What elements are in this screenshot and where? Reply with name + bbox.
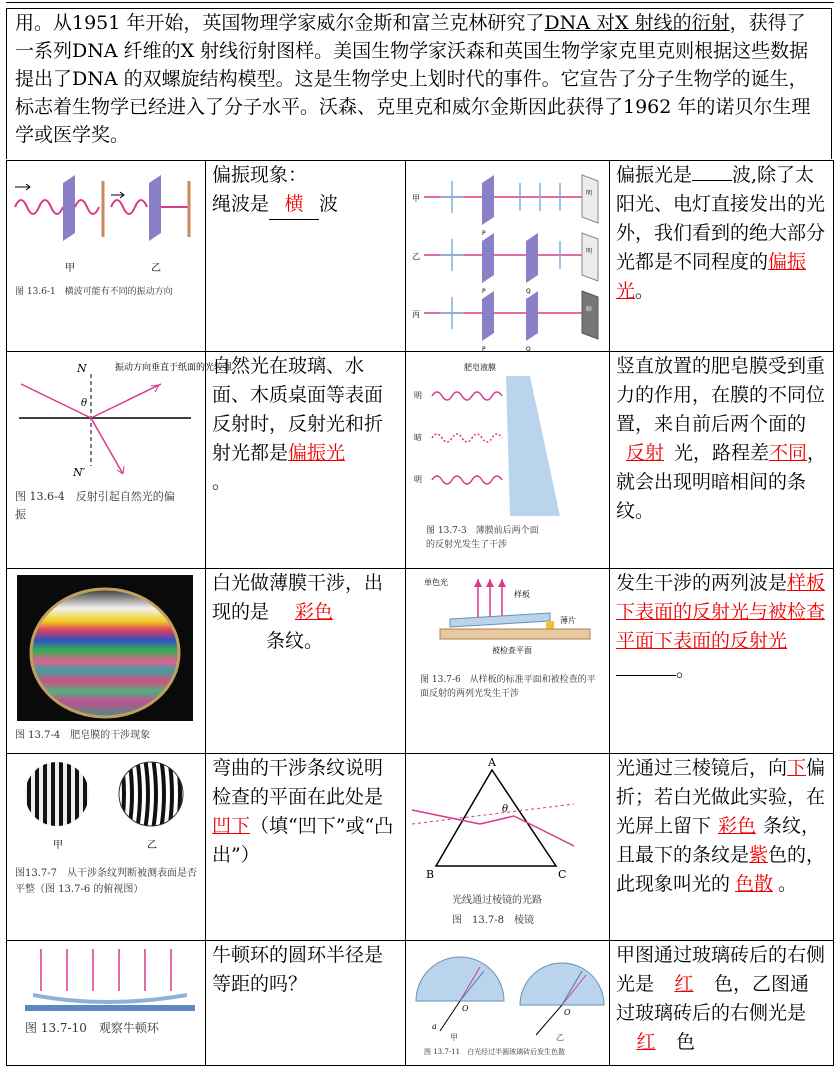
figure-caption: 光线通过棱镜的光路 [452, 895, 542, 906]
figure-caption: 图 13.7-8 棱镜 [452, 915, 535, 926]
cell-text: 自然光在玻璃、水面、木质桌面等表面反射时，反射光和折射光都是 [212, 355, 384, 464]
label-mono: 单色光 [424, 578, 448, 587]
figure-caption: 图13.7-7 从干涉条纹判断被测表面是否平整（图 13.7-6 的俯视图） [15, 868, 198, 895]
cell-natural-light [206, 352, 406, 569]
polarizer-row-c [412, 291, 598, 353]
label-jia: 甲 [412, 194, 420, 203]
intro-underlined: DNA 对X 射线的衍射 [544, 12, 730, 34]
label-jia: 甲 [450, 1033, 458, 1042]
label-ming: 明 [414, 475, 422, 484]
top-rule [6, 2, 834, 3]
cell-text: 。 [676, 659, 696, 681]
cell-text: 色，乙图通过玻璃砖后的右侧光是 [616, 973, 810, 1024]
label-p: P [482, 288, 486, 295]
label-yi: 乙 [147, 840, 157, 851]
cell-text: 波 [319, 193, 339, 215]
label-a: a [432, 1022, 437, 1031]
cell-soap-film [610, 352, 834, 569]
label-bing: 丙 [412, 310, 420, 319]
figure-wave-polarizer [7, 161, 206, 352]
figure-glass-brick [406, 941, 610, 1066]
label-ming: 明 [586, 190, 593, 197]
label-yi: 乙 [412, 252, 420, 261]
label-sheet: 薄片 [560, 616, 576, 625]
answer-text: 色散 [735, 873, 774, 895]
cell-text: 光，路程差 [674, 442, 770, 464]
cell-polarized-light [610, 161, 834, 352]
figure-caption: 图 13.6-4 反射引起自然光的偏振 [15, 490, 175, 521]
figure-prism [406, 754, 610, 941]
label-q: Q [526, 288, 531, 295]
cell-text: 。 [778, 873, 798, 895]
figure-caption: 图 13.7-11 白光经过半圆玻璃砖后发生色散 [424, 1048, 566, 1056]
label-sample: 样板 [514, 590, 530, 599]
note-text: 振动方向垂直于纸面的光较强 [115, 363, 233, 373]
label-plane: 被检查平面 [492, 646, 532, 655]
cell-text: 波,除了太阳光、电灯直接发出的光外，我们看到的绝大部分光都是不同程度的 [616, 164, 826, 273]
cell-text: 。 [212, 471, 232, 493]
cell-text: 绳波是 [212, 193, 270, 215]
label-c: C [558, 868, 567, 881]
answer-text: 彩色 [718, 815, 757, 837]
intro-text-b: ，获得了一系列DNA 纤维的X 射线衍射图样。美国生物学家沃森和英国生物学家克里克则根据这些数据提出了DNA 的双螺旋结构模型。这是生物学史上划时代的事件。它宣告了分子生物学的诞生，标志着生物学已经进入了分子水平。沃森、克里克和威尔金斯因此获得了1962 年的诺贝尔生理学或医学奖。 [15, 12, 811, 146]
figure-sample-plate [406, 569, 610, 754]
cell-text: 光通过三棱镜后，向 [616, 757, 788, 779]
cell-text: 条纹，且最下的条纹是 [616, 815, 821, 866]
figure-caption: 图 13.7-6 从样板的标准平面和被检查的平面反射的两列光发生干涉 [420, 675, 596, 699]
answer-text: 偏振光 [288, 442, 346, 464]
answer-text: 红 [674, 973, 694, 995]
label-q: Q [526, 346, 531, 353]
answer-text: 红 [636, 1031, 656, 1053]
answer-text: 反射 [625, 442, 664, 464]
label-n-prime: N′ [73, 466, 86, 479]
figure-reflection-polarization [7, 352, 233, 569]
table-row [7, 754, 834, 941]
label-theta: θ [502, 804, 509, 815]
table-row [7, 352, 834, 569]
label-b: B [426, 868, 435, 881]
label-an: 暗 [414, 433, 422, 442]
figure-polarizer-pairs [406, 161, 610, 352]
label-yi: 乙 [556, 1033, 564, 1042]
figure-fringe-check [7, 754, 206, 941]
label-theta: θ [81, 398, 88, 409]
cell-text: 偏折；若白光做此实验，在光屏上留下 [616, 757, 826, 837]
label-n: N [77, 362, 87, 375]
cell-prism-dispersion [610, 754, 834, 941]
table-row [7, 569, 834, 754]
cell-text: 甲图通过玻璃砖后的右侧光是 [616, 944, 826, 995]
answer-text: 彩色 [295, 601, 334, 623]
answer-text: 下 [787, 757, 807, 779]
soap-ring-photo [11, 573, 201, 723]
cell-newton-rings [206, 941, 406, 1066]
label-p: P [482, 230, 486, 237]
figure-caption: 图 13.7-10 观察牛顿环 [25, 1021, 159, 1035]
intro-paragraph [6, 8, 832, 159]
cell-glass-brick [610, 941, 834, 1066]
figure-newton-rings [7, 941, 206, 1066]
cell-text: 白光做薄膜干涉，出现的是 [212, 572, 384, 623]
label-ming: 明 [414, 391, 422, 400]
label-o: O [564, 1008, 571, 1017]
notes-table [6, 160, 834, 1066]
cell-text: 偏振光是 [616, 164, 693, 186]
cell-polarization-rope [206, 161, 406, 352]
figure-caption: 图 13.7-3 薄膜前后两个面的反射光发生了干涉 [426, 526, 539, 550]
label-an: 暗 [586, 306, 593, 313]
label-ming: 明 [586, 248, 593, 255]
cell-text: 色 [676, 1031, 696, 1053]
answer-text: 紫 [749, 844, 769, 866]
cell-text: 牛顿环的圆环半径是等距的吗？ [212, 944, 384, 995]
label-film: 肥皂液膜 [464, 363, 496, 372]
sample-plate-diagram [410, 573, 606, 673]
label-a: A [488, 756, 496, 769]
cell-text: （填“凹下”或“凸出”） [212, 815, 394, 866]
table-row [7, 941, 834, 1066]
cell-white-light-film [206, 569, 406, 754]
intro-text-a: 用。从1951 年开始，英国物理学家威尔金斯和富兰克林研究了 [15, 12, 545, 34]
polarizer-diagram [410, 165, 606, 353]
cell-text: 。 [635, 280, 655, 302]
cell-text: 色的，此现象叫光的 [616, 844, 826, 895]
fringe-circles [11, 758, 201, 868]
reflection-diagram [11, 356, 233, 486]
newton-ring-diagram [11, 945, 201, 1015]
answer-text: 凹下 [212, 815, 251, 837]
figure-soap-interference [7, 569, 206, 754]
figure-caption: 图 13.7-4 肥皂膜的干涉现象 [15, 730, 151, 741]
label-p: P [482, 346, 486, 353]
label-yi: 乙 [151, 263, 161, 274]
answer-text: 不同 [769, 442, 808, 464]
table-row [7, 161, 834, 352]
cell-text: 偏振现象： [212, 164, 308, 186]
cell-text: 竖直放置的肥皂膜受到重力的作用，在膜的不同位置，来自前后两个面的 [616, 355, 826, 435]
cell-text: 条纹。 [266, 630, 324, 652]
figure-caption: 图 13.6-1 横波可能有不同的振动方向 [15, 287, 173, 297]
glass-brick-diagram [410, 945, 606, 1035]
cell-bent-fringes [206, 754, 406, 941]
polarizer-row-a [412, 175, 598, 237]
polarizer-row-b [412, 233, 598, 295]
cell-text: 发生干涉的两列波是 [616, 572, 788, 594]
answer-text: 偏振光 [616, 251, 807, 302]
answer-text: 样板下表面的反射光与被检查平面下表面的反射光 [616, 572, 826, 652]
answer-text: 横 [284, 193, 304, 215]
prism-diagram [406, 754, 576, 894]
label-o: O [462, 1004, 469, 1013]
cell-interfering-waves [610, 569, 834, 754]
label-jia: 甲 [53, 840, 63, 851]
cell-text: ，就会出现明暗相间的条纹。 [616, 442, 827, 522]
label-jia: 甲 [65, 263, 75, 274]
cell-text: 弯曲的干涉条纹说明检查的平面在此处是 [212, 757, 384, 808]
figure-soap-film [406, 352, 610, 569]
